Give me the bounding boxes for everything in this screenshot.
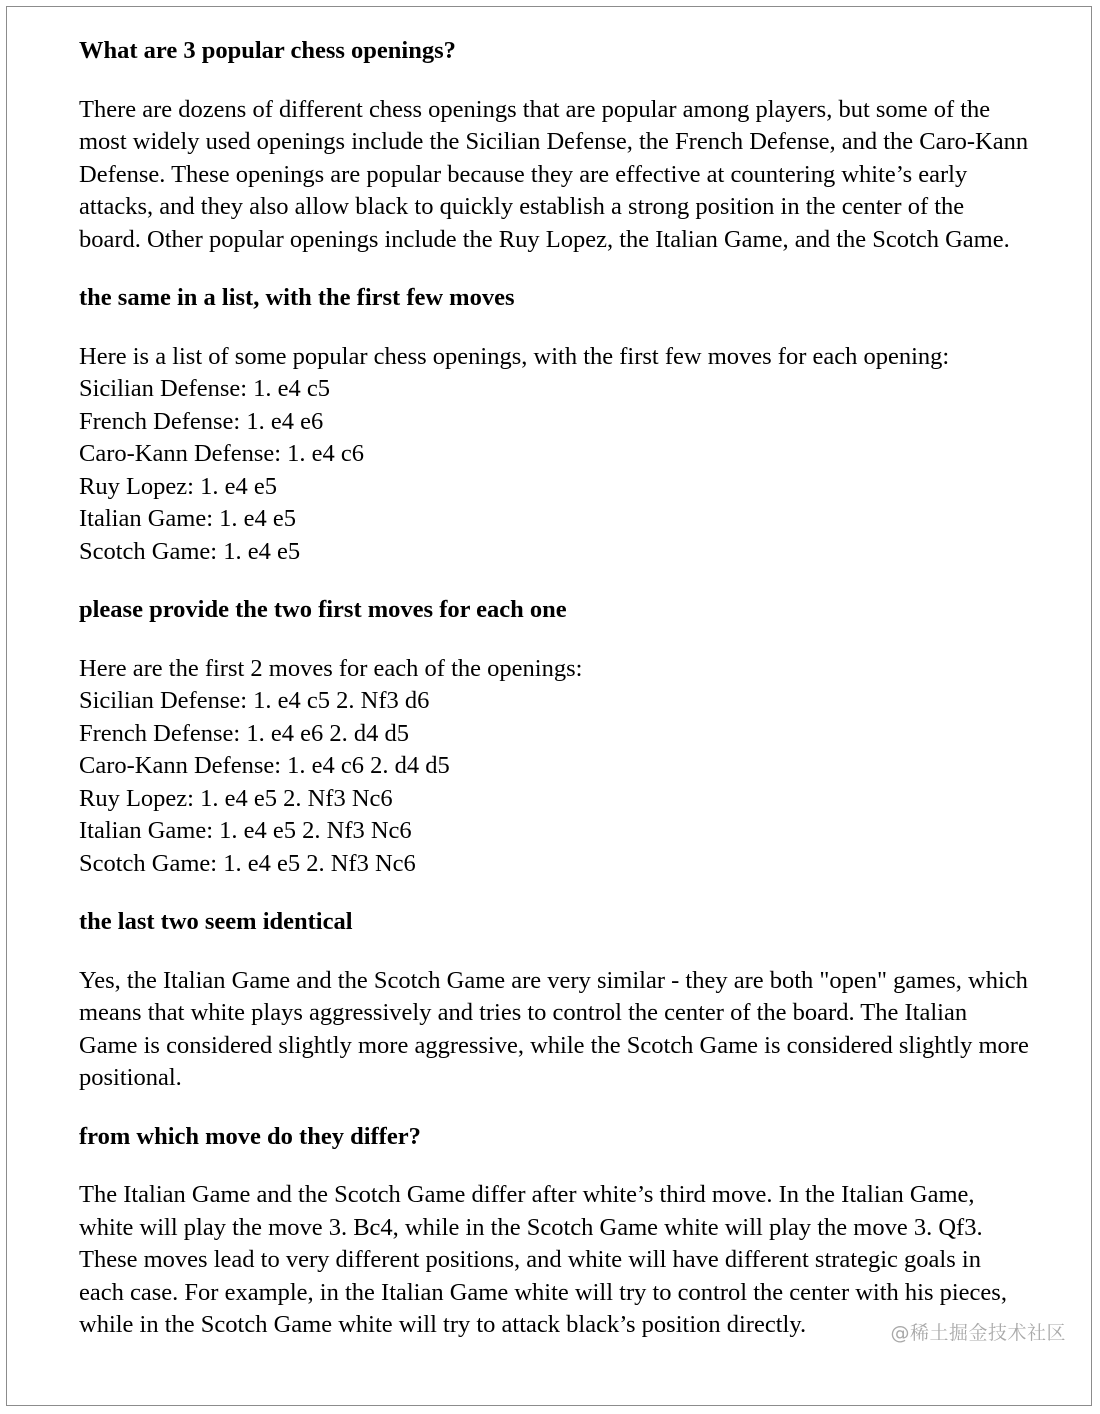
- question-2: the same in a list, with the first few moves: [79, 284, 515, 311]
- answer-line: Caro-Kann Defense: 1. e4 c6 2. d4 d5: [79, 752, 450, 779]
- answer-line: Here are the first 2 moves for each of the openings:: [79, 654, 583, 682]
- question-3: please provide the two first moves for each one: [79, 596, 567, 623]
- answer-line: Scotch Game: 1. e4 e5: [79, 537, 301, 565]
- answer-line: Ruy Lopez: 1. e4 e5: [79, 472, 277, 500]
- watermark: @稀土掘金技术社区: [890, 1322, 1066, 1344]
- answer-line: Italian Game: 1. e4 e5 2. Nf3 Nc6: [79, 817, 412, 844]
- answer-line: Sicilian Defense: 1. e4 c5: [79, 375, 331, 402]
- answer-line: Italian Game: 1. e4 e5: [79, 505, 297, 532]
- answer-line: Ruy Lopez: 1. e4 e5 2. Nf3 Nc6: [79, 784, 393, 812]
- answer-1: There are dozens of different chess openings that are popular among players, but some of the most widely used openings include the Sicilian Defense, the French Defense, and the Caro-Kann Defense. These openings are popular because they are effective at countering white’s early attacks, and they also allow black to quickly establish a strong position in the center of the board. Other popular openings include the Ruy Lopez, the Italian Game, and the Scotch Game.: [79, 95, 1029, 253]
- answer-line: Caro-Kann Defense: 1. e4 c6: [79, 440, 365, 467]
- page-frame: [6, 6, 1092, 1406]
- answer-line: French Defense: 1. e4 e6 2. d4 d5: [79, 719, 409, 747]
- answer-5: The Italian Game and the Scotch Game differ after white’s third move. In the Italian Game, white will play the move 3. Bc4, while in the Scotch Game white will play the move 3. Qf3. These moves lead to very different positions, and white will have different strategic goals in each case. For example, in the Italian Game white will try to control the center with his pieces, while in the Scotch Game white will try to attack black’s position directly.: [79, 1181, 1007, 1338]
- question-5: from which move do they differ?: [79, 1122, 421, 1150]
- answer-2: [79, 341, 1029, 569]
- answer-line: Scotch Game: 1. e4 e5 2. Nf3 Nc6: [79, 849, 416, 877]
- question-1: What are 3 popular chess openings?: [79, 37, 456, 64]
- question-4: the last two seem identical: [79, 908, 353, 935]
- chat-transcript: [79, 35, 1029, 1368]
- answer-line: French Defense: 1. e4 e6: [79, 407, 324, 435]
- answer-4: Yes, the Italian Game and the Scotch Game are very similar - they are both "open" games, which means that white plays aggressively and tries to control the center of the board. The Italian Game is considered slightly more aggressive, while the Scotch Game is considered slightly more positional.: [79, 966, 1029, 1091]
- answer-3: [79, 653, 1029, 881]
- answer-line: Here is a list of some popular chess openings, with the first few moves for each opening:: [79, 342, 950, 370]
- answer-line: Sicilian Defense: 1. e4 c5 2. Nf3 d6: [79, 687, 430, 714]
